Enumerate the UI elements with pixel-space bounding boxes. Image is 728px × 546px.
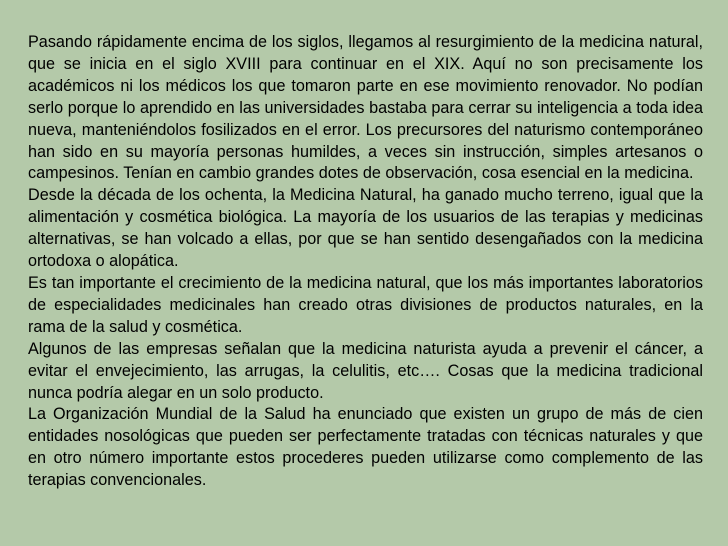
paragraph-empresas: Algunos de las empresas señalan que la medicina naturista ayuda a prevenir el cáncer, a evitar el envejecimiento, las arrugas, la celulitis, etc…. Cosas que la medicina tradicional nunca podría alegar en un solo producto. [28, 339, 703, 402]
text-body [28, 32, 703, 492]
paragraph-ochenta: Desde la década de los ochenta, la Medicina Natural, ha ganado mucho terreno, igual que la alimentación y cosmética biológica. La mayoría de los usuarios de las terapias y medicinas alternativas, se han volcado a ellas, por que se han sentido desengañados con la medicina ortodoxa o alopática. [28, 186, 703, 271]
paragraph-laboratorios: Es tan importante el crecimiento de la medicina natural, que los más importantes laboratorios de especialidades medicinales han creado otras divisiones de productos naturales, en la rama de la salud y cosmética. [28, 273, 703, 336]
paragraph-oms: La Organización Mundial de la Salud ha enunciado que existen un grupo de más de cien entidades nosológicas que pueden ser perfectamente tratadas con técnicas naturales y que en otro número importante estos procederes pueden utilizarse como complemento de las terapias convencionales. [28, 405, 703, 490]
paragraph-naturismo-history: Pasando rápidamente encima de los siglos, llegamos al resurgimiento de la medicina natural, que se inicia en el siglo XVIII para continuar en el XIX. Aquí no son precisamente los académicos ni los médicos los que tomaron parte en ese movimiento renovador. No podían serlo porque lo aprendido en las universidades bastaba para cerrar su inteligencia a toda idea nueva, manteniéndolos fosilizados en el error. Los precursores del naturismo contemporáneo han sido en su mayoría personas humildes, a veces sin instrucción, simples artesanos o campesinos. Tenían en cambio grandes dotes de observación, cosa esencial en la medicina. [28, 33, 703, 183]
